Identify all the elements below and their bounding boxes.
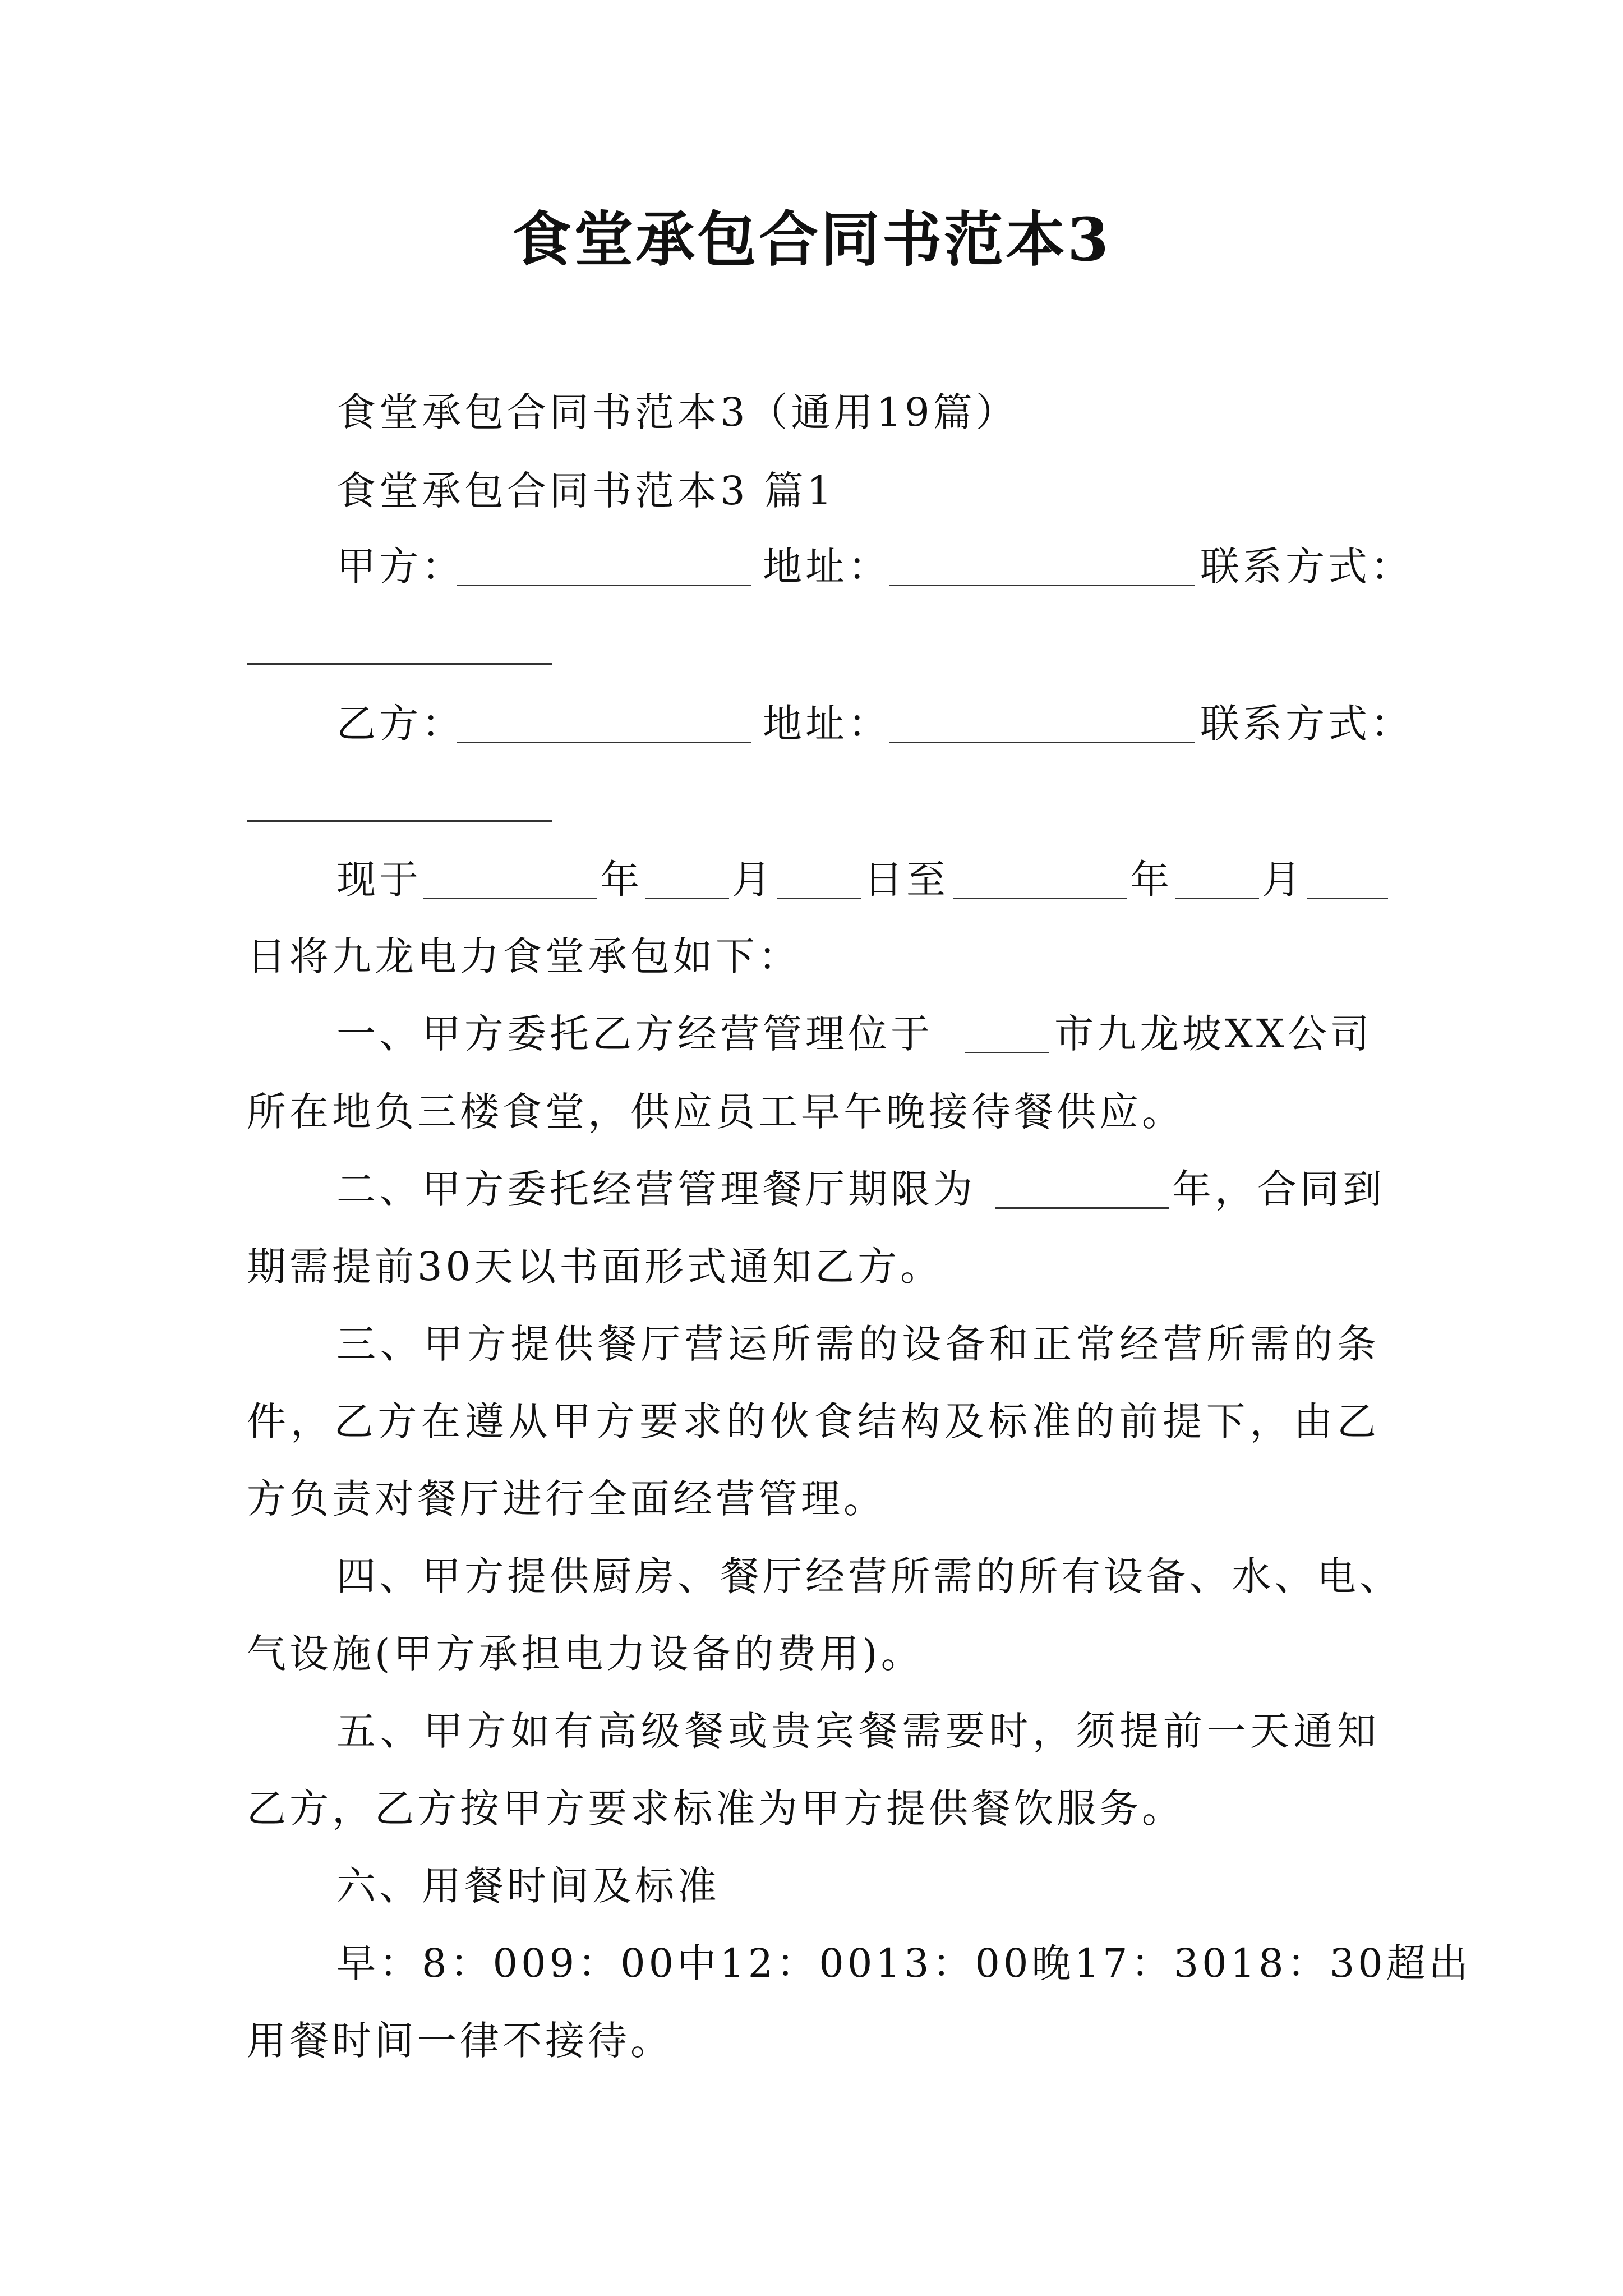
clause-2-years-blank [995, 1207, 1169, 1209]
clause-3-line-1: 三、甲方提供餐厅营运所需的设备和正常经营所需的条 [336, 1321, 1380, 1367]
clause-1-line-1b: 市九龙坡XX公司 [1054, 1011, 1373, 1057]
clause-1-line-1a: 一、甲方委托乙方经营管理位于 [336, 1011, 933, 1057]
clause-3-line-2: 件，乙方在遵从甲方要求的伙食结构及标准的前提下，由乙 [247, 1398, 1380, 1444]
party-a-contact-label: 联系方式： [1200, 544, 1413, 590]
party-b-name-blank [457, 742, 751, 743]
party-a-name-blank [457, 585, 751, 586]
term-month2: 月 [1262, 857, 1304, 903]
term-year1: 年 [600, 857, 643, 903]
clause-5-line-2: 乙方，乙方按甲方要求标准为甲方提供餐饮服务。 [247, 1786, 1184, 1832]
party-a-contact-blank [247, 663, 552, 665]
clause-3-line-3: 方负责对餐厅进行全面经营管理。 [247, 1476, 886, 1522]
party-b-label: 乙方： [336, 701, 464, 747]
clause-2-line-1a: 二、甲方委托经营管理餐厅期限为 [336, 1166, 976, 1212]
term-month2-blank [1175, 898, 1259, 899]
term-year2-blank [953, 898, 1127, 899]
term-year1-blank [423, 898, 597, 899]
clause-2-line-2: 期需提前30天以书面形式通知乙方。 [247, 1244, 943, 1290]
section-heading: 食堂承包合同书范本3 篇1 [336, 468, 836, 514]
party-a-address-label: 地址： [763, 544, 891, 590]
party-b-contact-label: 联系方式： [1200, 701, 1413, 747]
term-year2: 年 [1130, 857, 1173, 903]
party-b-address-blank [889, 742, 1195, 743]
party-b-address-label: 地址： [763, 701, 891, 747]
clause-1-line-2: 所在地负三楼食堂，供应员工早午晚接待餐供应。 [247, 1089, 1184, 1135]
clause-1-city-blank [965, 1052, 1049, 1053]
term-month1: 月 [732, 857, 774, 903]
term-day2-blank [1307, 898, 1388, 899]
clause-2-line-1b: 年，合同到 [1172, 1166, 1385, 1212]
clause-4-line-2: 气设施(甲方承担电力设备的费用)。 [247, 1631, 924, 1677]
clause-6-line-2: 用餐时间一律不接待。 [247, 2018, 673, 2064]
term-day1-blank [777, 898, 861, 899]
party-a-label: 甲方： [336, 544, 464, 590]
term-continuation: 日将九龙电力食堂承包如下： [247, 933, 801, 979]
document-subtitle: 食堂承包合同书范本3（通用19篇） [336, 389, 1018, 435]
party-a-address-blank [889, 585, 1195, 586]
term-day1: 日至 [864, 857, 949, 903]
clause-4-line-1: 四、甲方提供厨房、餐厅经营所需的所有设备、水、电、 [336, 1553, 1402, 1599]
clause-5-line-1: 五、甲方如有高级餐或贵宾餐需要时，须提前一天通知 [336, 1708, 1380, 1754]
clause-6-heading: 六、用餐时间及标准 [336, 1863, 720, 1909]
term-prefix: 现于 [336, 857, 422, 903]
term-month1-blank [645, 898, 729, 899]
party-b-contact-blank [247, 820, 552, 822]
document-title: 食堂承包合同书范本3 [512, 204, 1111, 274]
clause-6-line-1: 早：8：009：00中12：0013：00晚17：3018：30超出 [336, 1940, 1472, 1986]
